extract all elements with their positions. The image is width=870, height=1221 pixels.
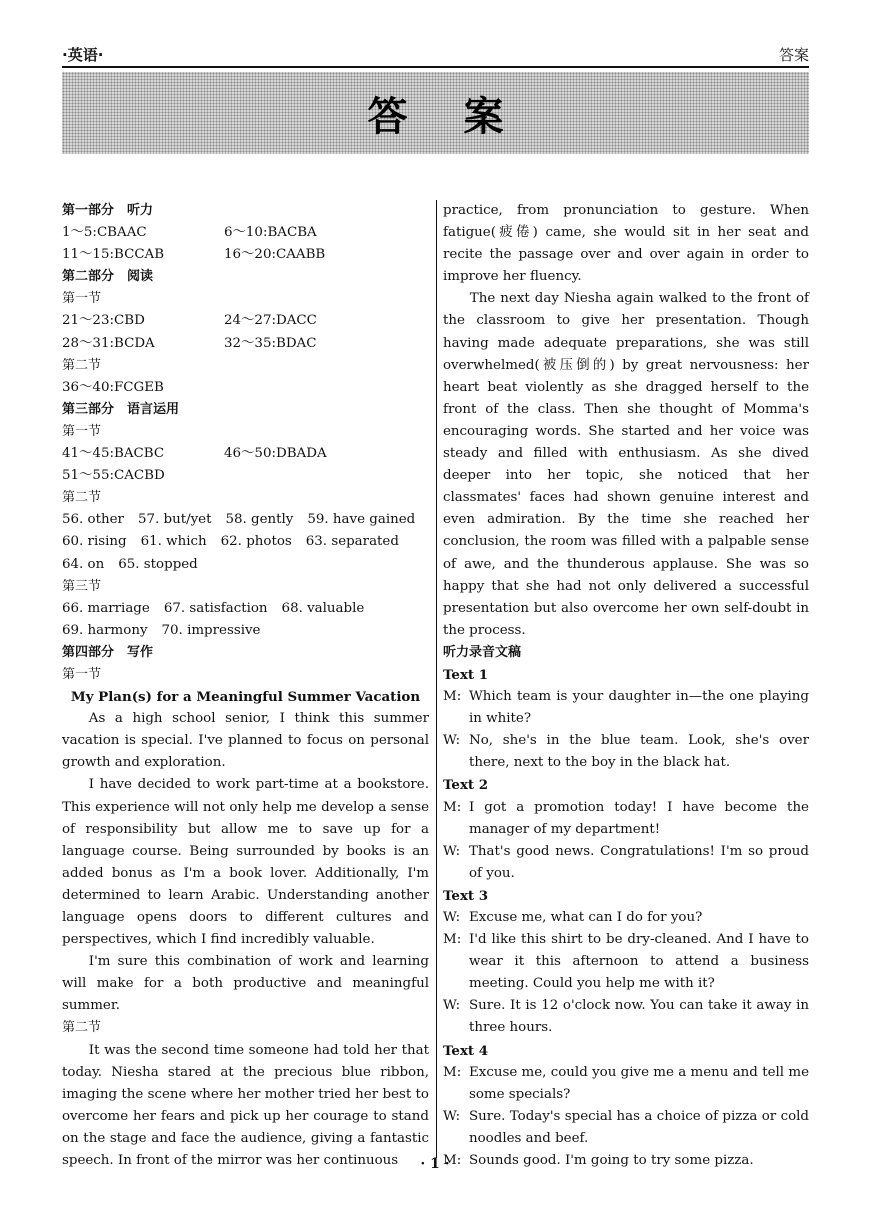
dialogue-line [443,929,809,995]
speaker: W: [443,910,461,925]
answer-cell: 32～35:BDAC [224,335,317,351]
right-column [443,200,809,1172]
answer-row [62,244,429,266]
dialogue-line [443,841,809,885]
subject-label: ·英语· [62,46,104,64]
column-divider [436,200,437,1158]
part1-title: 第一部分 听力 [62,203,154,218]
fill-answer: 70. impressive [161,622,261,638]
dialogue-text: I got a promotion today! I have become the manager of my department! [469,799,809,837]
dialogue-line [443,907,809,929]
text-label: Text 2 [443,777,489,794]
fill-answer: 61. which [140,534,207,550]
answer-cell: 46～50:DBADA [224,446,327,462]
dialogue-text: Excuse me, what can I do for you? [469,910,703,925]
text-label: Text 3 [443,887,489,904]
dialogue-line [443,1062,809,1106]
fill-answer: 69. harmony [62,622,148,638]
part4-title: 第四部分 写作 [62,644,154,660]
fill-answer: 64. on [62,556,105,572]
section-label: 第一节 [62,423,102,439]
dialogue-text: Which team is your daughter in—the one playing in white? [469,689,809,727]
answer-label: 答案 [778,46,809,64]
dialogue-line [443,797,809,841]
fill-answer: 56. other [62,512,124,528]
page-title: 答案 [367,93,560,140]
fill-answer: 67. satisfaction [163,600,268,616]
answer-cell: 51～55:CACBD [62,468,165,484]
answer-cell: 11～15:BCCAB [62,247,165,263]
answer-row [62,310,429,332]
speaker: M: [443,932,462,948]
dialogue-text: Sounds good. I'm going to try some pizza. [469,1153,754,1169]
story-paragraph: The next day Niesha again walked to the front of the classroom to give her presentation. Though having made adequate preparations, she was still overwhelmed(被压倒的) by great nervousness: her heart beat violently as she dragged herself to the front of the class. Then she thought of Momma's encouraging words. She started and her voice was steady and filled with enthusiasm. As she dived deeper into her topic, she noticed that her classmates' faces had shown genuine interest and even admiration. By the time she reached her conclusion, the room was filled with a palpable sense of awe, and the thunderous applause. She was so happy that she had not only delivered a successful presentation but also overcome her own self-doubt in the process. [443,291,809,638]
dialogue-text: Excuse me, could you give me a menu and tell me some specials? [469,1064,809,1102]
story-paragraph: It was the second time someone had told her that today. Niesha stared at the precious blue ribbon, imaging the scene where her mother tried her best to overcome her fears and pick up her courage to stand on the stage and face the audience, giving a fantastic speech. In front of the mirror was her continuous [62,1042,429,1169]
fill-answer: 63. separated [305,534,399,550]
speaker: W: [443,998,461,1014]
fill-line [62,620,429,642]
speaker: M: [443,1153,462,1169]
speaker: W: [443,1108,461,1124]
dialogue-line [443,730,809,774]
essay-body [62,708,429,1017]
title-banner [62,72,809,154]
story-continued [443,200,809,642]
answer-row [62,443,429,465]
dialogue-line [443,1106,809,1150]
answer-cell: 21～23:CBD [62,313,145,329]
text-label: Text 4 [443,1042,489,1059]
answer-cell: 6～10:BACBA [224,225,317,241]
section-label: 第三节 [62,578,102,594]
essay-paragraph: I have decided to work part-time at a bookstore. This experience will not only help me develop a sense of responsibility but allow me to save up for a language course. Being surrounded by books is an added bonus as I'm a book lover. Additionally, I'm determined to learn Arabic. Understanding another language opens doors to different cultures and perspectives, which I find incredibly valuable. [62,777,429,948]
answer-cell: 24～27:DACC [224,313,317,329]
answer-cell: 41～45:BACBC [62,446,165,462]
fill-line [62,531,429,553]
essay-paragraph: I'm sure this combination of work and learning will make for a both productive and meaningful summer. [62,954,429,1014]
text-label: Text 1 [443,666,489,683]
speaker: M: [443,799,462,815]
answer-cell: 36～40:FCGEB [62,379,164,395]
answer-row [62,333,429,355]
fill-answer: 57. but/yet [137,512,212,528]
dialogue-text: Sure. Today's special has a choice of pizza or cold noodles and beef. [469,1108,809,1146]
dialogue-line [443,995,809,1039]
fill-answer: 58. gently [225,512,294,528]
fill-line [62,509,429,531]
fill-answer: 68. valuable [281,600,365,616]
dialogue-text: I'd like this shirt to be dry-cleaned. And I have to wear it this afternoon to attend a business meeting. Could you help me with it? [469,932,809,992]
answer-cell: 16～20:CAABB [224,247,326,263]
story-paragraph: practice, from pronunciation to gesture. When fatigue(疲倦) came, she would sit in her seat and recite the passage over and over again in order to improve her fluency. [443,203,809,285]
dialogue-line [443,686,809,730]
fill-answer: 66. marriage [62,600,150,616]
fill-answer: 59. have gained [307,512,416,528]
essay-title: My Plan(s) for a Meaningful Summer Vacation [70,689,421,706]
speaker: W: [443,733,461,749]
answer-cell: 28～31:BCDA [62,335,155,351]
transcript-title: 听力录音文稿 [443,644,522,660]
speaker: W: [443,843,461,859]
part2-title: 第二部分 阅读 [62,269,154,285]
story-body [62,1040,429,1173]
section-label: 第一节 [62,666,102,682]
essay-paragraph: As a high school senior, I think this summer vacation is special. I've planned to focus on personal growth and exploration. [62,711,429,771]
fill-answer: 62. photos [220,534,292,550]
answer-row [62,222,429,244]
page-number: · 1 · [420,1156,450,1172]
section-label: 第二节 [62,1020,102,1036]
answer-cell: 1～5:CBAAC [62,225,147,241]
part3-title: 第三部分 语言运用 [62,401,180,417]
fill-line [62,598,429,620]
section-label: 第一节 [62,291,102,307]
speaker: M: [443,689,462,705]
fill-answer: 65. stopped [118,556,198,572]
answer-row [62,465,429,487]
dialogue-text: Sure. It is 12 o'clock now. You can take it away in three hours. [469,998,809,1036]
section-label: 第二节 [62,357,102,373]
dialogue-text: No, she's in the blue team. Look, she's over there, next to the boy in the black hat. [469,733,809,771]
speaker: M: [443,1064,462,1080]
fill-line [62,554,429,576]
section-label: 第二节 [62,490,102,506]
left-column [62,200,429,1172]
page-header [62,40,809,68]
dialogue-text: That's good news. Congratulations! I'm so proud of you. [469,843,809,881]
fill-answer: 60. rising [62,534,127,550]
